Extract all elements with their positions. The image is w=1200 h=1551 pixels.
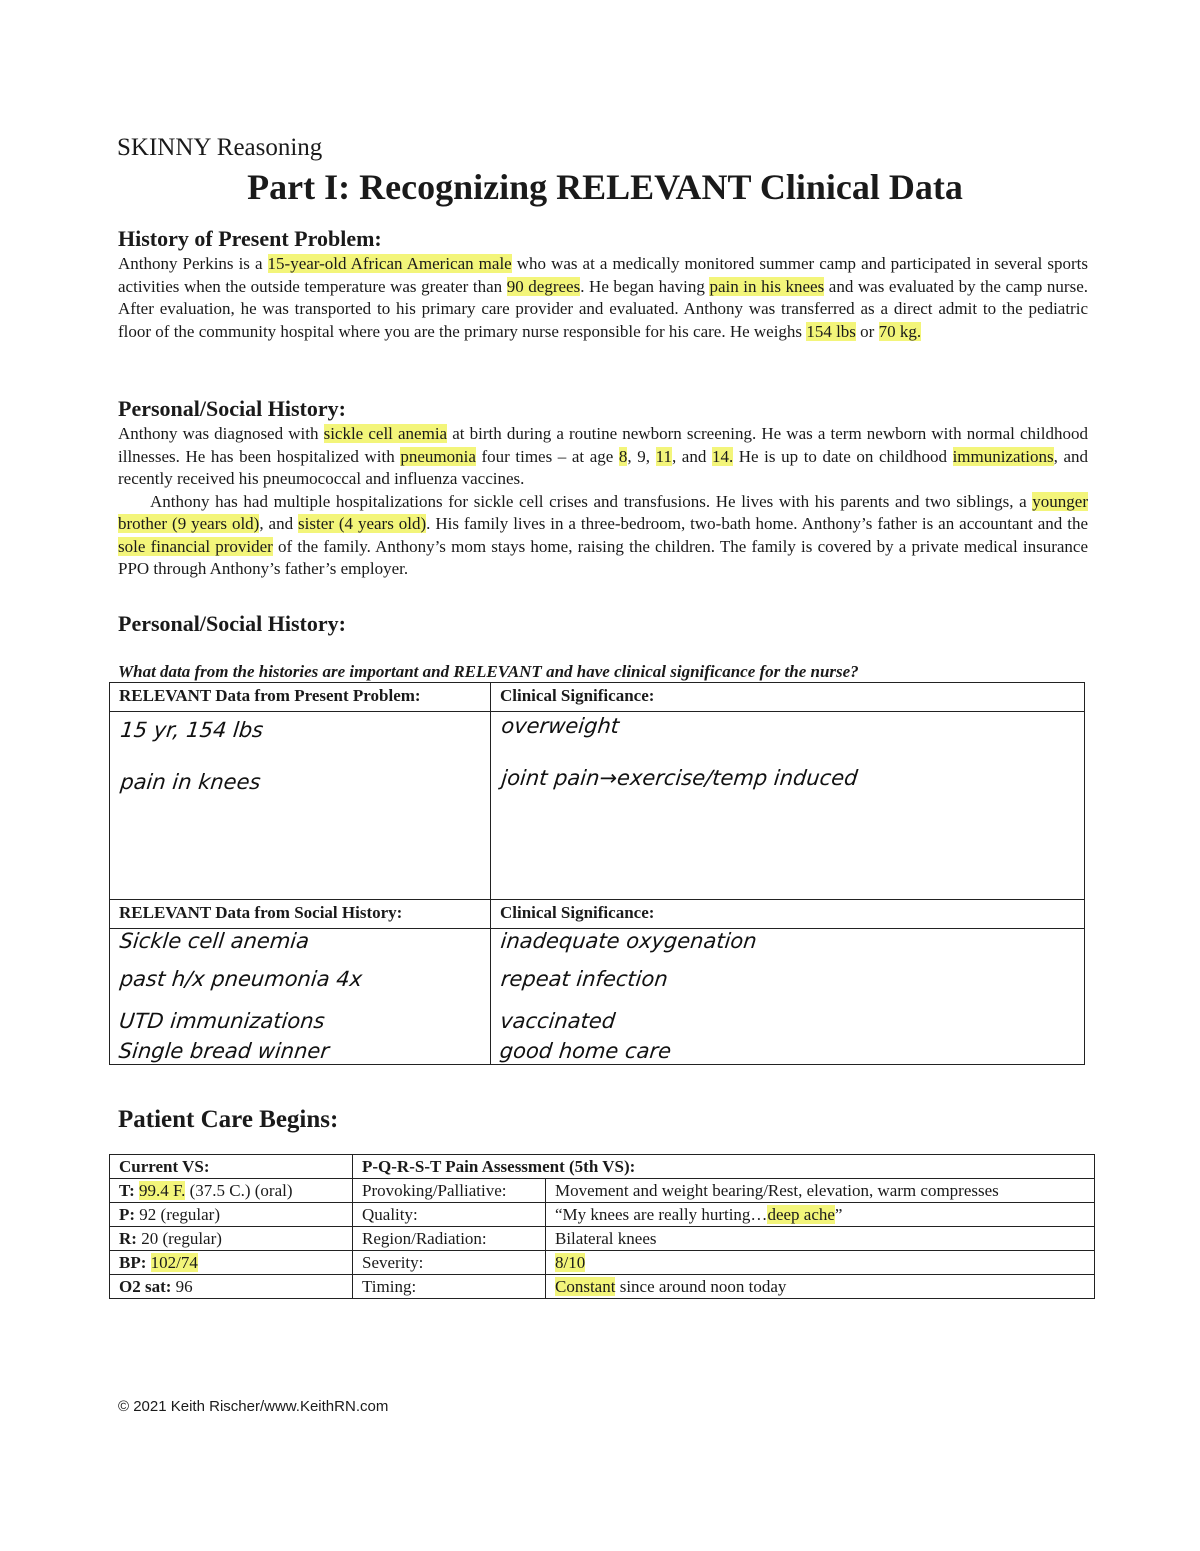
highlight: 90 degrees bbox=[506, 276, 581, 296]
highlight: 15-year-old African American male bbox=[267, 254, 512, 273]
handwritten-entry: overweight bbox=[500, 714, 621, 738]
table-row: T: 99.4 F. (37.5 C.) (oral) Provoking/Palliative: Movement and weight bearing/Rest, elevation, warm compresses bbox=[110, 1179, 1095, 1203]
table-row: BP: 102/74 Severity: 8/10 bbox=[110, 1251, 1095, 1275]
table-row: O2 sat: 96 Timing: Constant since around noon today bbox=[110, 1275, 1095, 1299]
analysis-question: What data from the histories are important and RELEVANT and have clinical significance for the nurse? bbox=[118, 662, 859, 681]
history-present-paragraph: Anthony Perkins is a 15-year-old African American male who was at a medically monitored summer camp and participated in several sports activities when the outside temperature was greater than 90 degrees. He began having pain in his knees and was evaluated by the camp nurse. After evaluation, he was transported to his primary care provider and evaluated. Anthony was transferred as a direct admit to the pediatric floor of the community hospital where you are the primary nurse responsible for his care. He weighs 154 lbs or 70 kg. bbox=[118, 254, 1088, 341]
handwritten-entry: repeat infection bbox=[499, 967, 670, 991]
personal-social-paragraph: Anthony was diagnosed with sickle cell anemia at birth during a routine newborn screening. He was a term newborn with normal childhood illnesses. He has been hospitalized with pneumonia four times – at age 8, 9, 11, and 14. He is up to date on childhood immunizations, and recently received his pneumococcal and influenza vaccines. Anthony has had multiple hospitalizations for sickle cell crises and transfusions. He lives with his parents and two siblings, a younger brother (9 years old), and sister (4 years old). His family lives in a three-bedroom, two-bath home. Anthony’s father is an accountant and the sole financial provider of the family. Anthony’s mom stays home, raising the children. The family is covered by a private medical insurance PPO through Anthony’s father’s employer. bbox=[118, 424, 1089, 578]
handwritten-entry: joint pain→exercise/temp induced bbox=[500, 766, 859, 790]
highlight: pain in his knees bbox=[709, 276, 825, 296]
current-vs-header: Current VS: bbox=[110, 1155, 353, 1179]
vital-signs-table bbox=[109, 1154, 1095, 1299]
highlight: 11 bbox=[655, 446, 672, 466]
handwritten-entry: Single bread winner bbox=[117, 1039, 331, 1063]
table-row: P: 92 (regular) Quality: “My knees are really hurting…deep ache” bbox=[110, 1203, 1095, 1227]
handwritten-entry: past h/x pneumonia 4x bbox=[118, 967, 364, 991]
document-subtitle: SKINNY Reasoning bbox=[117, 134, 323, 161]
highlight: younger brother (9 years old) bbox=[118, 491, 1088, 533]
highlight: sister (4 years old) bbox=[298, 514, 427, 533]
patient-care-heading: Patient Care Begins: bbox=[118, 1106, 339, 1133]
history-present-heading: History of Present Problem: bbox=[118, 226, 382, 251]
highlight: sickle cell anemia bbox=[323, 424, 448, 443]
highlight: 99.4 F. bbox=[139, 1180, 186, 1200]
handwritten-entry: good home care bbox=[498, 1039, 673, 1063]
pqrst-header: P-Q-R-S-T Pain Assessment (5th VS): bbox=[353, 1155, 1095, 1179]
relevant-data-table bbox=[109, 682, 1085, 1065]
handwritten-entry: vaccinated bbox=[499, 1009, 617, 1033]
highlight: sole financial provider bbox=[118, 536, 273, 556]
highlight: 8 bbox=[618, 446, 628, 466]
table-row bbox=[110, 929, 1085, 1065]
handwritten-entry: pain in knees bbox=[119, 770, 262, 794]
table-row: R: 20 (regular) Region/Radiation: Bilateral knees bbox=[110, 1227, 1095, 1251]
highlight: 102/74 bbox=[150, 1252, 198, 1272]
highlight: 154 lbs bbox=[806, 321, 856, 341]
highlight: immunizations bbox=[952, 446, 1054, 466]
present-significance-header: Clinical Significance: bbox=[491, 683, 1085, 712]
handwritten-entry: UTD immunizations bbox=[118, 1009, 326, 1033]
personal-social-heading: Personal/Social History: bbox=[118, 396, 346, 421]
highlight: 14. bbox=[711, 446, 734, 466]
highlight: 8/10 bbox=[555, 1252, 586, 1272]
highlight: pneumonia bbox=[400, 446, 476, 466]
social-data-header: RELEVANT Data from Social History: bbox=[110, 900, 491, 929]
highlight: Constant bbox=[555, 1276, 616, 1296]
highlight: deep ache bbox=[767, 1204, 835, 1224]
analysis-heading: Personal/Social History: bbox=[118, 611, 346, 636]
table-row bbox=[110, 712, 1085, 900]
present-data-header: RELEVANT Data from Present Problem: bbox=[110, 683, 491, 712]
copyright-footer: © 2021 Keith Rischer/www.KeithRN.com bbox=[118, 1398, 389, 1415]
page-title: Part I: Recognizing RELEVANT Clinical Data bbox=[247, 167, 963, 207]
highlight: 70 kg. bbox=[878, 321, 922, 341]
handwritten-entry: 15 yr, 154 lbs bbox=[119, 718, 265, 742]
handwritten-entry: Sickle cell anemia bbox=[118, 929, 311, 953]
social-significance-header: Clinical Significance: bbox=[491, 900, 1085, 929]
handwritten-entry: inadequate oxygenation bbox=[499, 929, 758, 953]
